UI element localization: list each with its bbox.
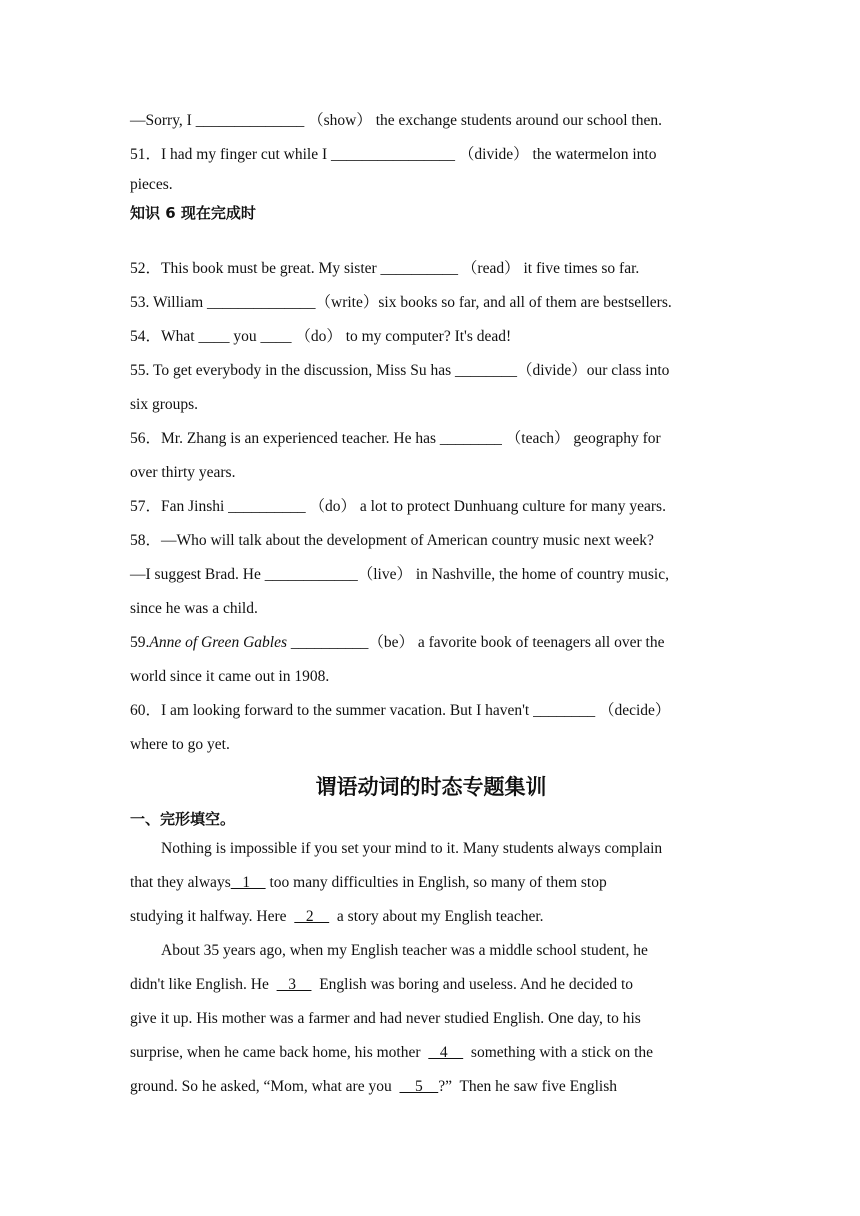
cloze-blank-3[interactable]: 3 <box>276 976 312 993</box>
exercise-line: —I suggest Brad. He ____________（live） in Nashville, the home of country music, <box>130 566 669 583</box>
cloze-text: that they always <box>130 874 231 891</box>
book-title: Anne of Green Gables <box>149 634 287 651</box>
cloze-line: About 35 years ago, when my English teacher was a middle school student, he <box>161 942 648 959</box>
cloze-text: surprise, when he came back home, his mother <box>130 1044 429 1061</box>
question-number: 59. <box>130 634 150 651</box>
exercise-line: 58．—Who will talk about the development of American country music next week? <box>130 532 654 549</box>
exercise-line: 53. William ______________（write）six books so far, and all of them are bestsellers. <box>130 294 672 311</box>
exercise-line-59 <box>130 626 732 660</box>
cloze-line: give it up. His mother was a farmer and had never studied English. One day, to his <box>130 1010 641 1027</box>
cloze-text: studying it halfway. Here <box>130 908 295 925</box>
exercise-line: 56．Mr. Zhang is an experienced teacher. He has ________ （teach） geography for <box>130 430 661 447</box>
cloze-line <box>130 1070 732 1104</box>
exercise-line: world since it came out in 1908. <box>130 668 330 685</box>
cloze-blank-2[interactable]: 2 <box>294 908 330 925</box>
exercise-line: over thirty years. <box>130 464 236 481</box>
exercise-line: 57．Fan Jinshi __________ （do） a lot to protect Dunhuang culture for many years. <box>130 498 666 515</box>
exercise-line: since he was a child. <box>130 600 258 617</box>
section-title: 一、完形填空。 <box>130 810 236 828</box>
cloze-text: ground. So he asked, “Mom, what are you <box>130 1078 400 1095</box>
cloze-text: English was boring and useless. And he decided to <box>311 976 634 993</box>
cloze-line <box>130 968 732 1002</box>
cloze-text: a story about my English teacher. <box>329 908 544 925</box>
exercise-line: where to go yet. <box>130 736 230 753</box>
exercise-line: 60．I am looking forward to the summer vacation. But I haven't ________ （decide） <box>130 702 671 719</box>
question-text: __________（be） a favorite book of teenagers all over the <box>286 634 665 651</box>
cloze-text: didn't like English. He <box>130 976 277 993</box>
cloze-line <box>130 900 732 934</box>
cloze-text: something with a stick on the <box>463 1044 654 1061</box>
cloze-blank-4[interactable]: 4 <box>428 1044 464 1061</box>
cloze-blank-1[interactable]: 1 <box>230 874 266 891</box>
exercise-line: 51．I had my finger cut while I ________________ （divide） the watermelon into <box>130 146 657 163</box>
document-page <box>130 104 732 1104</box>
cloze-line <box>130 1036 732 1070</box>
main-title: 谓语动词的时态专题集训 <box>315 775 547 799</box>
exercise-line: 54．What ____ you ____ （do） to my computer? It's dead! <box>130 328 512 345</box>
exercise-line: pieces. <box>130 176 173 193</box>
cloze-text: ?” Then he saw five English <box>438 1078 618 1095</box>
cloze-text: too many difficulties in English, so many of them stop <box>265 874 607 891</box>
cloze-blank-5[interactable]: 5 <box>399 1078 439 1095</box>
exercise-line: 52．This book must be great. My sister __________ （read） it five times so far. <box>130 260 640 277</box>
cloze-line: Nothing is impossible if you set your mind to it. Many students always complain <box>161 840 663 857</box>
exercise-line: —Sorry, I ______________ （show） the exchange students around our school then. <box>130 112 662 129</box>
cloze-line <box>130 866 732 900</box>
exercise-line: six groups. <box>130 396 199 413</box>
exercise-line: 55. To get everybody in the discussion, Miss Su has ________（divide）our class into <box>130 362 670 379</box>
knowledge-heading: 知识 6 现在完成时 <box>130 204 256 222</box>
